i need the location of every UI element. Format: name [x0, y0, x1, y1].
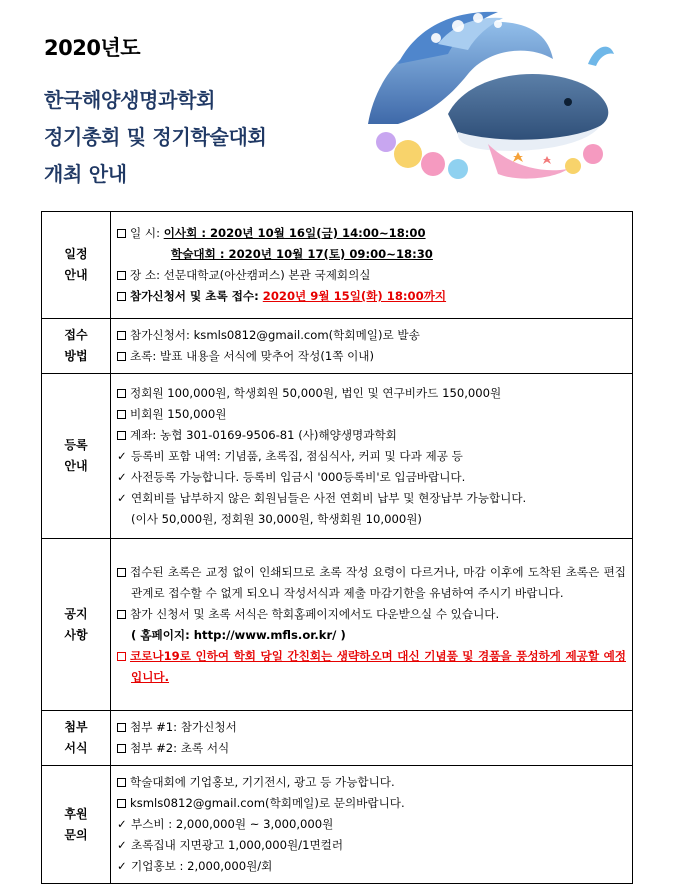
schedule-label-1: 일정	[64, 247, 88, 261]
annual-fee-line	[117, 488, 626, 509]
venue-line	[117, 265, 626, 286]
checkbox-icon	[117, 723, 126, 732]
checkbox-icon	[117, 778, 126, 787]
schedule-row	[42, 212, 633, 319]
submission-row	[42, 319, 633, 374]
checkmark-icon: ✓	[117, 859, 127, 873]
attachment-1-text: 첨부 #1: 참가신청서	[130, 720, 237, 734]
notice-label-2: 사항	[64, 627, 88, 642]
fee-nonmember-line	[117, 404, 626, 425]
registration-label-2: 안내	[64, 459, 88, 473]
checkmark-icon: ✓	[117, 490, 127, 505]
schedule-date-line	[117, 223, 626, 244]
download-line	[117, 604, 626, 625]
fee-nonmember-text: 비회원 150,000원	[130, 406, 227, 421]
checkbox-icon	[117, 389, 126, 398]
registration-label-1: 등록	[64, 438, 88, 452]
ad-fee-line	[117, 835, 626, 856]
checkbox-icon	[117, 271, 126, 280]
checkmark-icon: ✓	[117, 838, 127, 852]
submission-label	[42, 319, 111, 374]
download-text: 참가 신청서 및 초록 서식은 학회홈페이지에서도 다운받으실 수 있습니다.	[130, 606, 500, 621]
sponsor-contact-line	[117, 793, 626, 814]
checkbox-icon	[117, 652, 126, 661]
account-line	[117, 425, 626, 446]
booth-fee-line	[117, 814, 626, 835]
checkbox-icon	[117, 352, 126, 361]
application-line	[117, 325, 626, 346]
attachments-row	[42, 711, 633, 766]
abstract-notice	[117, 562, 626, 604]
checkbox-icon	[117, 331, 126, 340]
society-title: 한국해양생명과학회	[44, 88, 216, 112]
abstract-notice-text: 접수된 초록은 교정 없이 인쇄되므로 초록 작성 요령이 다르거나, 마감 이후에 도착된 초록은 편집관계로 접수할 수 없게 되오니 작성서식과 제출 마감기한을 유념하여 주시기 바랍니다.	[130, 564, 626, 600]
attachments-label	[42, 711, 111, 766]
submission-label-1: 접수	[64, 328, 88, 342]
schedule-content	[111, 212, 633, 319]
checkbox-icon	[117, 292, 126, 301]
attachments-label-2: 서식	[64, 741, 88, 755]
schedule-label	[42, 212, 111, 319]
notice-content	[111, 539, 633, 711]
covid-notice	[117, 646, 626, 688]
checkbox-icon	[117, 410, 126, 419]
sponsor-label	[42, 766, 111, 884]
notice-label	[42, 539, 111, 711]
attachment-1	[117, 717, 626, 738]
sponsor-label-2: 문의	[64, 827, 88, 842]
homepage-link[interactable]: ( 홈페이지: http://www.mfls.or.kr/ )	[131, 627, 346, 642]
submission-label-2: 방법	[64, 349, 88, 363]
ad-fee-text: 초록집내 지면광고 1,000,000원/1면컬러	[131, 838, 344, 852]
checkbox-icon	[117, 799, 126, 808]
annual-fee-amounts: (이사 50,000원, 정회원 30,000원, 학생회원 10,000원)	[131, 511, 422, 526]
notice-title: 개최 안내	[44, 162, 127, 186]
checkmark-icon: ✓	[117, 448, 127, 463]
preregistration-text: 사전등록 가능합니다. 등록비 입금시 '000등록비'로 입금바랍니다.	[131, 469, 466, 484]
homepage-line	[117, 625, 626, 646]
attachment-2-text: 첨부 #2: 초록 서식	[130, 741, 230, 755]
fee-includes-text: 등록비 포함 내역: 기념품, 초록집, 점심식사, 커피 및 다과 제공 등	[131, 448, 463, 463]
checkmark-icon: ✓	[117, 817, 127, 831]
deadline-prefix: 참가신청서 및 초록 접수:	[130, 289, 263, 303]
covid-notice-text: 코로나19로 인하여 학회 당일 간친회는 생략하오며 대신 기념품 및 경품을 풍성하게 제공할 예정입니다.	[130, 648, 626, 684]
checkbox-icon	[117, 744, 126, 753]
deadline-line	[117, 286, 626, 307]
checkmark-icon: ✓	[117, 469, 127, 484]
notice-label-1: 공지	[64, 606, 88, 621]
fee-member-line	[117, 383, 626, 404]
checkbox-icon	[117, 610, 126, 619]
sponsor-contact-text: ksmls0812@gmail.com(학회메일)로 문의바랍니다.	[130, 796, 405, 810]
conference-date: 학술대회 : 2020년 10월 17(토) 09:00~18:30	[171, 247, 433, 261]
venue-text: 장 소: 선문대학교(아산캠퍼스) 본관 국제회의실	[130, 268, 371, 282]
event-info-table	[41, 211, 633, 884]
schedule-label-2: 안내	[64, 268, 88, 282]
annual-fee-text: 연회비를 납부하지 않은 회원님들은 사전 연회비 납부 및 현장납부 가능합니다.	[131, 490, 527, 505]
conference-date-line	[117, 244, 626, 265]
registration-label	[42, 374, 111, 539]
attachments-content	[111, 711, 633, 766]
submission-content	[111, 319, 633, 374]
fee-member-text: 정회원 100,000원, 학생회원 50,000원, 법인 및 연구비카드 150,000원	[130, 385, 502, 400]
registration-row	[42, 374, 633, 539]
notice-row	[42, 539, 633, 711]
booth-fee-text: 부스비 : 2,000,000원 ~ 3,000,000원	[131, 817, 334, 831]
annual-fee-amounts-line	[117, 509, 626, 530]
preregistration-line	[117, 467, 626, 488]
attachment-2	[117, 738, 626, 759]
application-text: 참가신청서: ksmls0812@gmail.com(학회메일)로 발송	[130, 328, 420, 342]
checkbox-icon	[117, 229, 126, 238]
checkbox-icon	[117, 431, 126, 440]
attachments-label-1: 첨부	[64, 720, 88, 734]
sponsor-label-1: 후원	[64, 806, 88, 821]
checkbox-icon	[117, 568, 126, 577]
fee-includes-line	[117, 446, 626, 467]
board-meeting-date: 이사회 : 2020년 10월 16일(금) 14:00~18:00	[163, 226, 426, 240]
registration-content	[111, 374, 633, 539]
sponsor-row	[42, 766, 633, 884]
abstract-text: 초록: 발표 내용을 서식에 맞추어 작성(1쪽 이내)	[130, 349, 375, 363]
promo-fee-text: 기업홍보 : 2,000,000원/회	[131, 859, 273, 873]
sponsor-info-line	[117, 772, 626, 793]
promo-fee-line	[117, 856, 626, 877]
date-prefix: 일 시:	[130, 226, 164, 240]
event-title: 정기총회 및 정기학술대회	[44, 125, 267, 149]
abstract-line	[117, 346, 626, 367]
whale-wave-illustration	[338, 4, 620, 186]
sponsor-content	[111, 766, 633, 884]
year-heading: 2020년도	[44, 36, 141, 60]
sponsor-info-text: 학술대회에 기업홍보, 기기전시, 광고 등 가능합니다.	[130, 775, 395, 789]
account-text: 계좌: 농협 301-0169-9506-81 (사)해양생명과학회	[130, 427, 397, 442]
deadline-date: 2020년 9월 15일(화) 18:00까지	[262, 289, 447, 303]
